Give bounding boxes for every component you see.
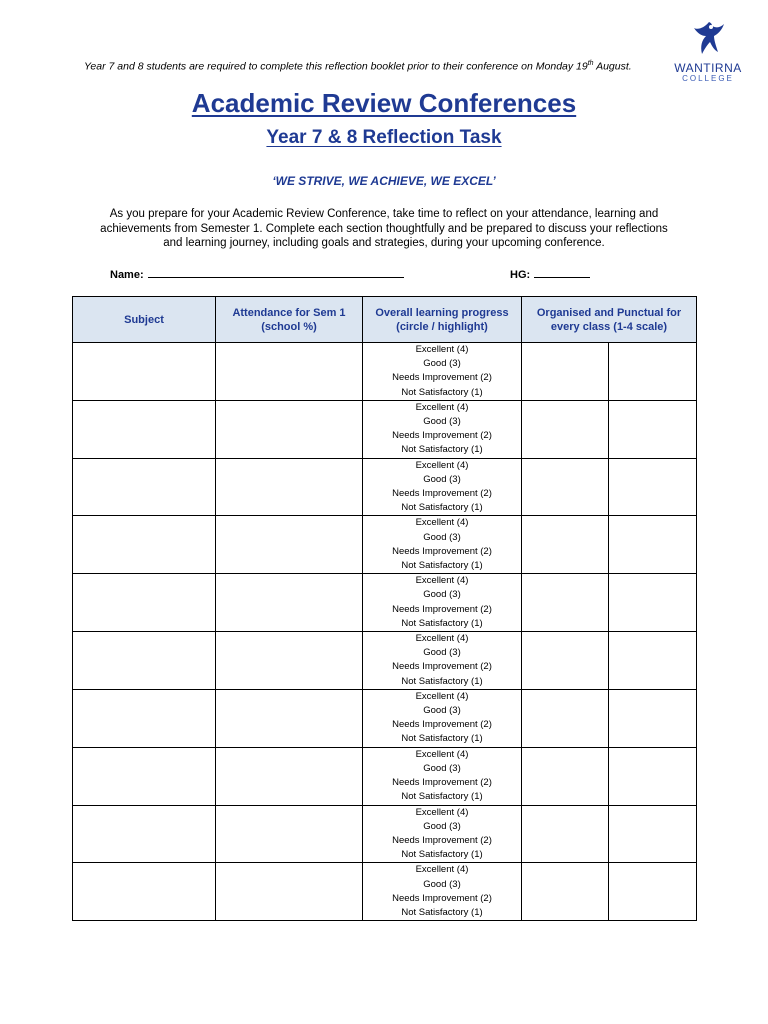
attendance-cell[interactable] [216,689,363,747]
progress-option[interactable]: Good (3) [423,589,461,601]
progress-cell [363,632,522,690]
table-row [73,805,697,863]
progress-option[interactable]: Not Satisfactory (1) [401,386,483,398]
subject-cell[interactable] [73,747,216,805]
organised-rating-cell-2[interactable] [609,343,697,401]
progress-cell [363,574,522,632]
progress-option[interactable]: Not Satisfactory (1) [401,849,483,861]
reflection-table [72,296,697,921]
name-blank-line[interactable] [148,268,404,278]
organised-rating-cell-2[interactable] [609,747,697,805]
progress-option[interactable]: Needs Improvement (2) [392,372,492,384]
subject-cell[interactable] [73,343,216,401]
progress-option[interactable]: Excellent (4) [415,344,469,355]
intro-paragraph: As you prepare for your Academic Review Conference, take time to reflect on your attendance, learning and achievements from Semester 1. Complete each section thoughtfully and be prepared to discuss your reflections and learning journey, including goals and strategies, during your upcoming conference. [100,208,668,249]
progress-option[interactable]: Not Satisfactory (1) [401,560,483,572]
logo-wordmark: WANTIRNA [674,61,742,75]
name-field[interactable] [110,268,404,281]
page-title: Academic Review Conferences [191,88,577,118]
college-motto: ‘WE STRIVE, WE ACHIEVE, WE EXCEL’ [272,174,496,188]
attendance-cell[interactable] [216,747,363,805]
header-attendance: Attendance for Sem 1 (school %) [216,297,363,343]
progress-option[interactable]: Good (3) [423,820,461,832]
attendance-cell[interactable] [216,400,363,458]
organised-rating-cell-2[interactable] [609,400,697,458]
table-body [73,343,697,921]
progress-option[interactable]: Needs Improvement (2) [392,719,492,731]
progress-option[interactable]: Not Satisfactory (1) [401,791,483,803]
progress-option[interactable]: Not Satisfactory (1) [401,906,483,918]
organised-rating-cell-1[interactable] [522,458,609,516]
date-superscript: th [587,60,594,67]
progress-cell [363,863,522,921]
progress-cell [363,689,522,747]
progress-option[interactable]: Needs Improvement (2) [392,777,492,789]
progress-option[interactable]: Excellent (4) [415,459,469,471]
progress-option[interactable]: Good (3) [423,705,461,717]
organised-rating-cell-1[interactable] [522,400,609,458]
progress-option[interactable]: Excellent (4) [415,517,469,529]
attendance-cell[interactable] [216,516,363,574]
attendance-cell[interactable] [216,863,363,921]
subject-cell[interactable] [73,689,216,747]
organised-rating-cell-1[interactable] [522,689,609,747]
table-row [73,632,697,690]
organised-rating-cell-1[interactable] [522,574,609,632]
progress-option[interactable]: Excellent (4) [415,633,469,645]
name-label: Name: [110,269,144,281]
progress-option[interactable]: Needs Improvement (2) [392,603,492,615]
subject-cell[interactable] [73,805,216,863]
progress-option[interactable]: Good (3) [423,416,461,428]
conference-notice: Year 7 and 8 students are required to complete this reflection booklet prior to their conference on Monday 19th August. [84,60,632,73]
organised-rating-cell-1[interactable] [522,747,609,805]
progress-option[interactable]: Excellent (4) [415,575,469,587]
progress-option[interactable]: Excellent (4) [415,864,469,876]
table-header-row [73,297,697,343]
subject-cell[interactable] [73,516,216,574]
logo-subtitle: COLLEGE [682,74,734,83]
attendance-cell[interactable] [216,574,363,632]
progress-option[interactable]: Excellent (4) [415,748,469,760]
attendance-cell[interactable] [216,458,363,516]
progress-option[interactable]: Needs Improvement (2) [392,661,492,673]
progress-option[interactable]: Needs Improvement (2) [392,892,492,904]
subject-cell[interactable] [73,632,216,690]
progress-option[interactable]: Good (3) [423,531,461,543]
organised-rating-cell-1[interactable] [522,863,609,921]
progress-option[interactable]: Excellent (4) [415,690,469,702]
progress-cell [363,400,522,458]
table-row [73,574,697,632]
progress-option[interactable]: Good (3) [423,473,461,485]
table-row [73,689,697,747]
eagle-emblem-icon [692,18,726,60]
attendance-cell[interactable] [216,632,363,690]
organised-rating-cell-2[interactable] [609,863,697,921]
organised-rating-cell-2[interactable] [609,574,697,632]
hg-label: HG: [510,269,531,281]
table-row [73,747,697,805]
organised-rating-cell-2[interactable] [609,516,697,574]
progress-option[interactable]: Good (3) [423,878,461,890]
progress-cell [363,805,522,863]
table-row [73,458,697,516]
college-logo [672,18,744,88]
progress-cell [363,458,522,516]
progress-option[interactable]: Good (3) [423,762,461,774]
organised-rating-cell-2[interactable] [609,689,697,747]
progress-option[interactable]: Excellent (4) [415,806,469,818]
progress-option[interactable]: Not Satisfactory (1) [401,733,483,745]
progress-option[interactable]: Needs Improvement (2) [392,834,492,846]
attendance-cell[interactable] [216,343,363,401]
subject-cell[interactable] [73,863,216,921]
organised-rating-cell-1[interactable] [522,632,609,690]
progress-option[interactable]: Not Satisfactory (1) [401,444,483,456]
hg-field[interactable] [510,268,590,281]
table-row [73,343,697,401]
table-row [73,516,697,574]
progress-option[interactable]: Needs Improvement (2) [392,430,492,442]
hg-blank-line[interactable] [534,268,590,278]
progress-cell [363,516,522,574]
table-row [73,400,697,458]
progress-option[interactable]: Not Satisfactory (1) [401,675,483,687]
organised-rating-cell-1[interactable] [522,343,609,401]
organised-rating-cell-2[interactable] [609,805,697,863]
table-row [73,863,697,921]
organised-rating-cell-1[interactable] [522,516,609,574]
subject-cell[interactable] [73,400,216,458]
progress-option[interactable]: Excellent (4) [415,401,469,413]
organised-rating-cell-2[interactable] [609,632,697,690]
header-learning-progress: Overall learning progress (circle / highlight) [363,297,522,343]
organised-rating-cell-2[interactable] [609,458,697,516]
progress-option[interactable]: Good (3) [423,358,461,370]
attendance-cell[interactable] [216,805,363,863]
organised-rating-cell-1[interactable] [522,805,609,863]
subject-cell[interactable] [73,458,216,516]
progress-option[interactable]: Not Satisfactory (1) [401,502,483,514]
subject-cell[interactable] [73,574,216,632]
progress-option[interactable]: Needs Improvement (2) [392,545,492,557]
page-subtitle: Year 7 & 8 Reflection Task [266,127,502,148]
progress-cell [363,343,522,401]
progress-option[interactable]: Not Satisfactory (1) [401,617,483,629]
progress-option[interactable]: Needs Improvement (2) [392,488,492,500]
header-subject: Subject [73,297,216,343]
progress-option[interactable]: Good (3) [423,647,461,659]
header-organised-punctual: Organised and Punctual for every class (1-4 scale) [522,297,697,343]
progress-cell [363,747,522,805]
